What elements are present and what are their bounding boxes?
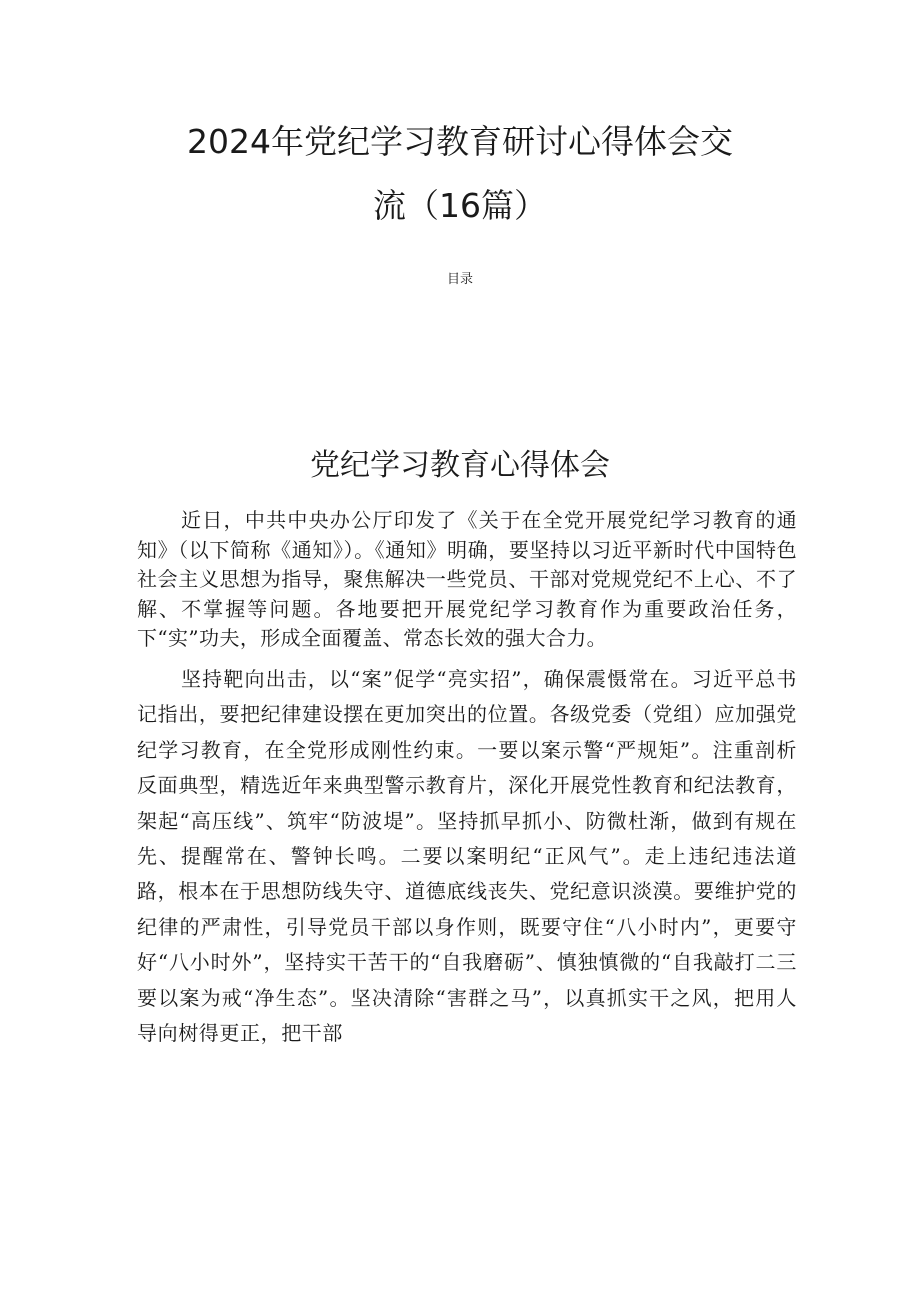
section-heading: 党纪学习教育心得体会	[310, 448, 610, 483]
document-title-line-1: 2024年党纪学习教育研讨心得体会交	[187, 122, 733, 161]
body-paragraph-2: 坚持靶向出击，以“案”促学“亮实招”，确保震慑常在。习近平总书记指出，要把纪律建设摆在更加突出的位置。各级党委（党组）应加强党纪学习教育，在全党形成刚性约束。一要以案示警“严规矩”。注重剖析反面典型，精选近年来典型警示教育片，深化开展党性教育和纪法教育，架起“高压线”、筑牢“防波堤”。坚持抓早抓小、防微杜渐，做到有规在先、提醒常在、警钟长鸣。二要以案明纪“正风气”。走上违纪违法道路，根本在于思想防线失守、道德底线丧失、党纪意识淡漠。要维护党的纪律的严肃性，引导党员干部以身作则，既要守住“八小时内”，更要守好“八小时外”，坚持实干苦干的“自我磨砺”、慎独慎微的“自我敲打二三要以案为戒“净生态”。坚决清除“害群之马”，以真抓实干之风，把用人导向树得更正，把干部	[137, 667, 797, 1046]
table-of-contents-label: 目录	[446, 272, 473, 287]
document-title-line-2: 流（16篇）	[373, 186, 547, 225]
body-paragraph-1: 近日，中共中央办公厅印发了《关于在全党开展党纪学习教育的通知》（以下简称《通知》）。《通知》明确，要坚持以习近平新时代中国特色社会主义思想为指导，聚焦解决一些党员、干部对党规党纪不上心、不了解、不掌握等问题。各地要把开展党纪学习教育作为重要政治任务，下“实”功夫，形成全面覆盖、常态长效的强大合力。	[137, 508, 797, 650]
